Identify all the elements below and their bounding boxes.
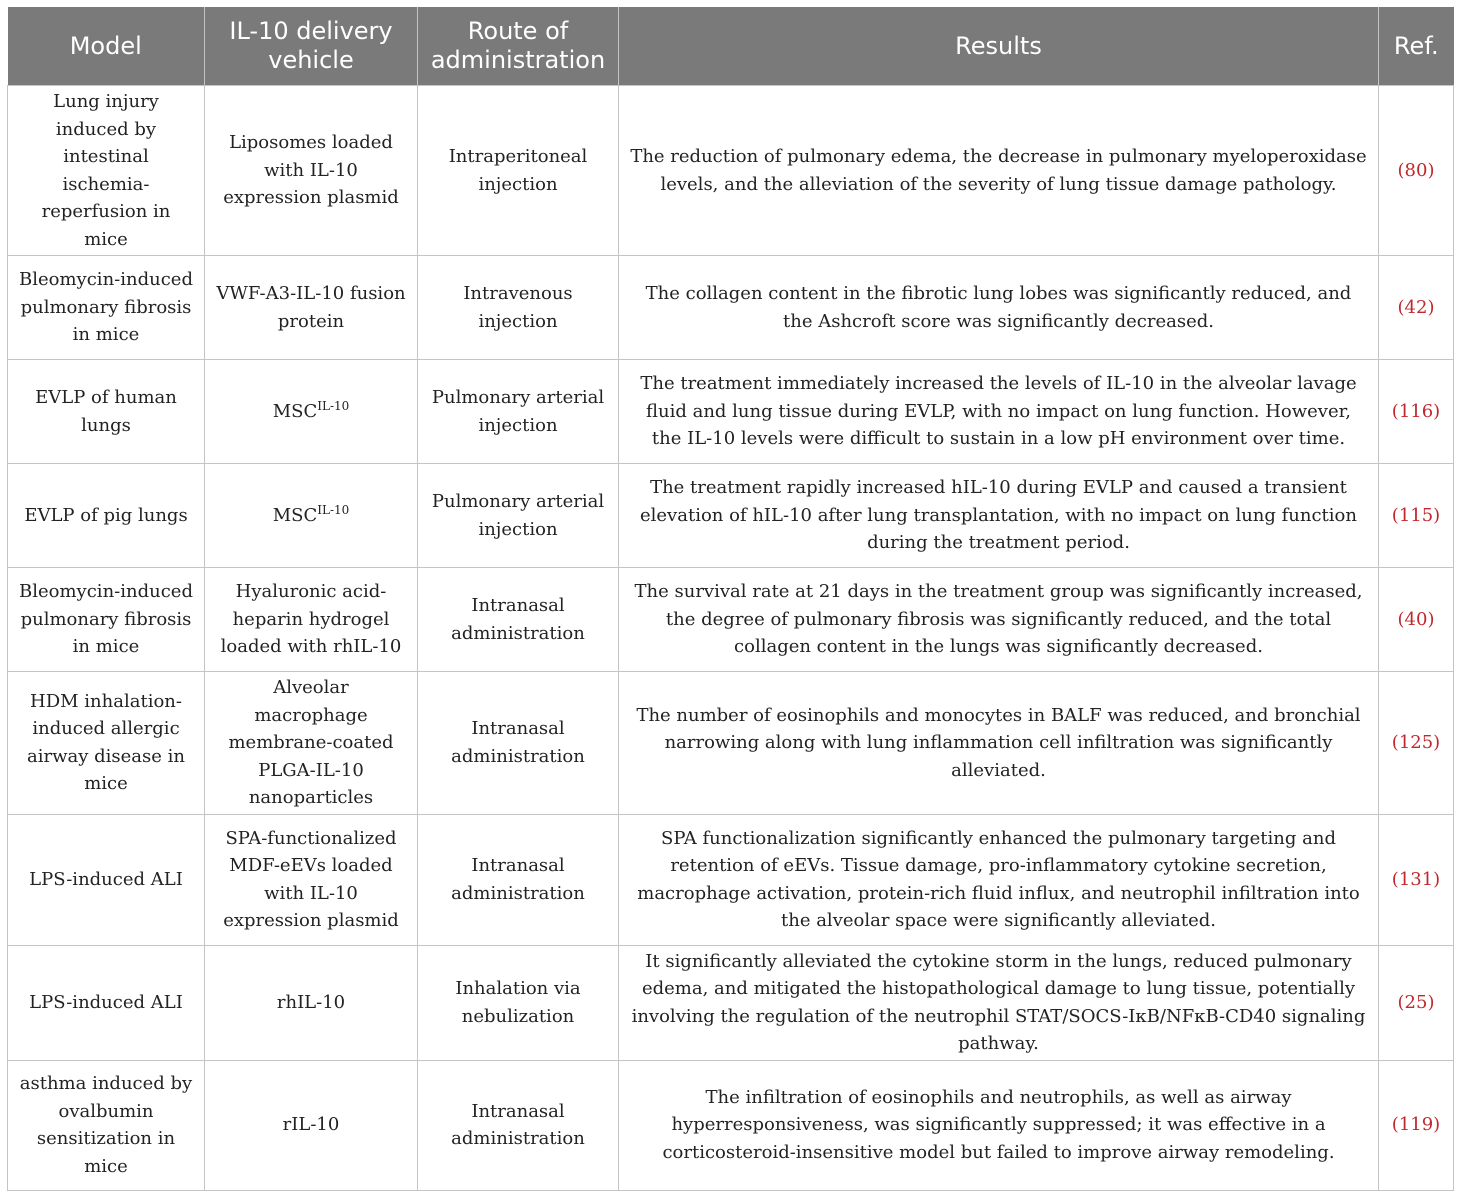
header-row <box>8 7 1454 86</box>
header-model: Model <box>8 7 205 86</box>
cell-model: LPS-induced ALI <box>8 814 205 945</box>
table-row <box>8 464 1454 568</box>
header-ref: Ref. <box>1379 7 1454 86</box>
cell-route: Intranasal administration <box>418 814 619 945</box>
table-row <box>8 1060 1454 1190</box>
cell-route: Inhalation via nebulization <box>418 945 619 1060</box>
cell-model: asthma induced by ovalbumin sensitization in mice <box>8 1060 205 1190</box>
cell-vehicle: Alveolar macrophage membrane-coated PLGA-IL-10 nanoparticles <box>205 672 418 815</box>
table-row <box>8 360 1454 464</box>
cell-results: It significantly alleviated the cytokine storm in the lungs, reduced pulmonary edema, and mitigated the histopathological damage to lung tissue, potentially involving the regulation of the neutrophil STAT/SOCS-IκB/NFκB-CD40 signaling pathway. <box>619 945 1379 1060</box>
il10-delivery-table <box>7 7 1454 1191</box>
header-vehicle: IL-10 delivery vehicle <box>205 7 418 86</box>
cell-model: Bleomycin-induced pulmonary fibrosis in mice <box>8 256 205 360</box>
cell-ref[interactable]: (40) <box>1379 568 1454 672</box>
cell-ref[interactable]: (80) <box>1379 86 1454 256</box>
cell-model: HDM inhalation-induced allergic airway disease in mice <box>8 672 205 815</box>
table-row <box>8 672 1454 815</box>
cell-results: The number of eosinophils and monocytes in BALF was reduced, and bronchial narrowing along with lung inflammation cell infiltration was significantly alleviated. <box>619 672 1379 815</box>
cell-route: Intraperitoneal injection <box>418 86 619 256</box>
table-row <box>8 568 1454 672</box>
cell-results: SPA functionalization significantly enhanced the pulmonary targeting and retention of eEVs. Tissue damage, pro-inflammatory cytokine secretion, macrophage activation, protein-rich fluid influx, and neutrophil infiltration into the alveolar space were significantly alleviated. <box>619 814 1379 945</box>
table-row <box>8 945 1454 1060</box>
cell-route: Intravenous injection <box>418 256 619 360</box>
cell-vehicle: SPA-functionalized MDF-eEVs loaded with IL-10 expression plasmid <box>205 814 418 945</box>
cell-model: Lung injury induced by intestinal ischemia-reperfusion in mice <box>8 86 205 256</box>
cell-ref[interactable]: (125) <box>1379 672 1454 815</box>
cell-results: The survival rate at 21 days in the treatment group was significantly increased, the degree of pulmonary fibrosis was significantly reduced, and the total collagen content in the lungs was significantly decreased. <box>619 568 1379 672</box>
cell-route: Intranasal administration <box>418 568 619 672</box>
cell-ref[interactable]: (42) <box>1379 256 1454 360</box>
cell-vehicle: rIL-10 <box>205 1060 418 1190</box>
cell-vehicle: $MSC^{IL-10}$ <box>205 464 418 568</box>
cell-route: Pulmonary arterial injection <box>418 360 619 464</box>
cell-results: The reduction of pulmonary edema, the decrease in pulmonary myeloperoxidase levels, and the alleviation of the severity of lung tissue damage pathology. <box>619 86 1379 256</box>
cell-vehicle: Hyaluronic acid-heparin hydrogel loaded with rhIL-10 <box>205 568 418 672</box>
cell-vehicle: rhIL-10 <box>205 945 418 1060</box>
header-route: Route of administration <box>418 7 619 86</box>
cell-results: The collagen content in the fibrotic lung lobes was significantly reduced, and the Ashcroft score was significantly decreased. <box>619 256 1379 360</box>
table-row <box>8 256 1454 360</box>
cell-ref[interactable]: (115) <box>1379 464 1454 568</box>
table-row <box>8 86 1454 256</box>
cell-route: Intranasal administration <box>418 1060 619 1190</box>
cell-ref[interactable]: (131) <box>1379 814 1454 945</box>
cell-model: EVLP of human lungs <box>8 360 205 464</box>
cell-model: EVLP of pig lungs <box>8 464 205 568</box>
cell-results: The infiltration of eosinophils and neutrophils, as well as airway hyperresponsiveness, was significantly suppressed; it was effective in a corticosteroid-insensitive model but failed to improve airway remodeling. <box>619 1060 1379 1190</box>
cell-model: LPS-induced ALI <box>8 945 205 1060</box>
cell-ref[interactable]: (25) <box>1379 945 1454 1060</box>
header-results: Results <box>619 7 1379 86</box>
cell-route: Intranasal administration <box>418 672 619 815</box>
table-container <box>7 7 1453 1191</box>
cell-route: Pulmonary arterial injection <box>418 464 619 568</box>
cell-vehicle: $MSC^{IL-10}$ <box>205 360 418 464</box>
cell-vehicle: VWF-A3-IL-10 fusion protein <box>205 256 418 360</box>
cell-ref[interactable]: (116) <box>1379 360 1454 464</box>
cell-model: Bleomycin-induced pulmonary fibrosis in mice <box>8 568 205 672</box>
cell-results: The treatment rapidly increased hIL-10 during EVLP and caused a transient elevation of hIL-10 after lung transplantation, with no impact on lung function during the treatment period. <box>619 464 1379 568</box>
cell-ref[interactable]: (119) <box>1379 1060 1454 1190</box>
table-row <box>8 814 1454 945</box>
cell-results: The treatment immediately increased the levels of IL-10 in the alveolar lavage fluid and lung tissue during EVLP, with no impact on lung function. However, the IL-10 levels were difficult to sustain in a low pH environment over time. <box>619 360 1379 464</box>
cell-vehicle: Liposomes loaded with IL-10 expression plasmid <box>205 86 418 256</box>
